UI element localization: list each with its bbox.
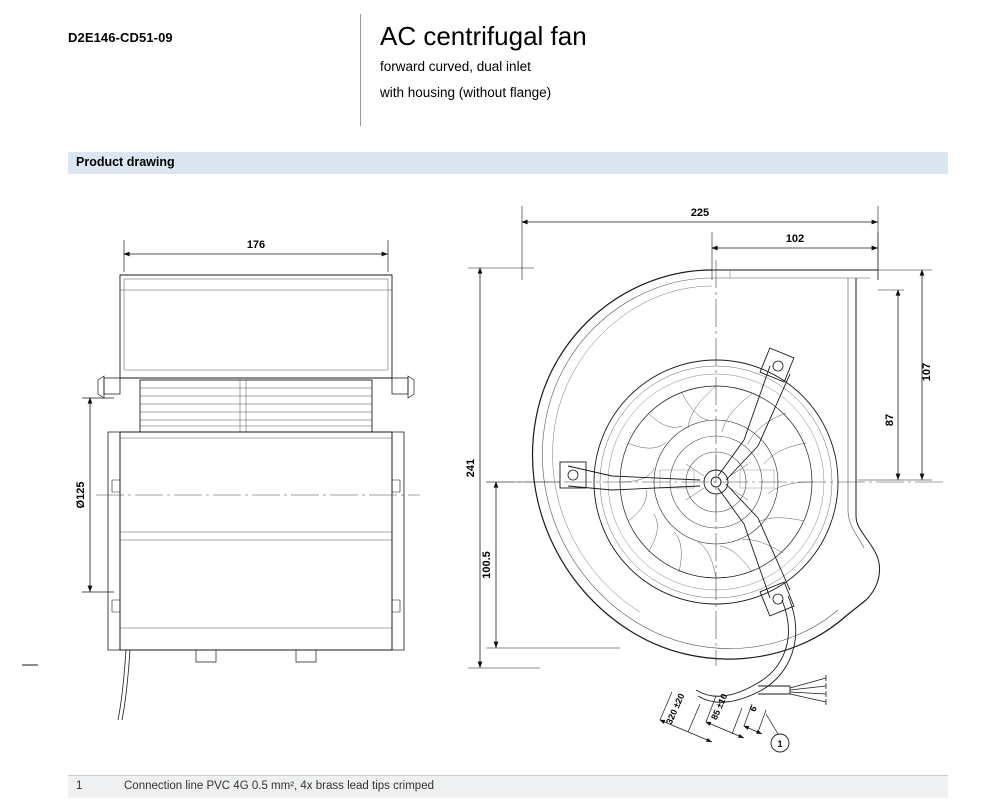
callout-1-label: 1 [777,739,783,749]
dim-label-tip-length: 6 [747,704,759,714]
dim-label-102: 102 [785,233,805,245]
front-view-drawing [468,206,944,752]
dim-label-107: 107 [921,362,933,382]
page-subtitle-1: forward curved, dual inlet [380,59,531,74]
side-view-drawing [22,240,420,720]
dim-label-strip-length: 85 ±10 [709,692,730,722]
product-drawing [0,180,988,770]
dim-label-cable-length: 320 ±20 [664,691,687,726]
page-title: AC centrifugal fan [380,21,587,51]
dim-label-87: 87 [884,413,896,427]
dim-label-inlet-diameter: Ø125 [75,481,87,509]
footer-note-row [68,776,948,798]
dim-label-241: 241 [465,458,477,478]
page-header [0,0,988,130]
footer-item-note: Connection line PVC 4G 0.5 mm², 4x brass lead tips crimped [124,780,434,792]
dim-label-225: 225 [690,207,710,219]
section-header-product-drawing [68,152,948,174]
section-title: Product drawing [76,155,175,169]
page-subtitle-2: with housing (without flange) [380,85,552,100]
header-divider [360,14,361,126]
dim-label-176: 176 [246,239,266,251]
footer-item-number: 1 [76,780,83,792]
dim-label-100-5: 100.5 [481,551,493,579]
part-number: D2E146-CD51-09 [68,30,173,45]
title-block [380,20,587,104]
